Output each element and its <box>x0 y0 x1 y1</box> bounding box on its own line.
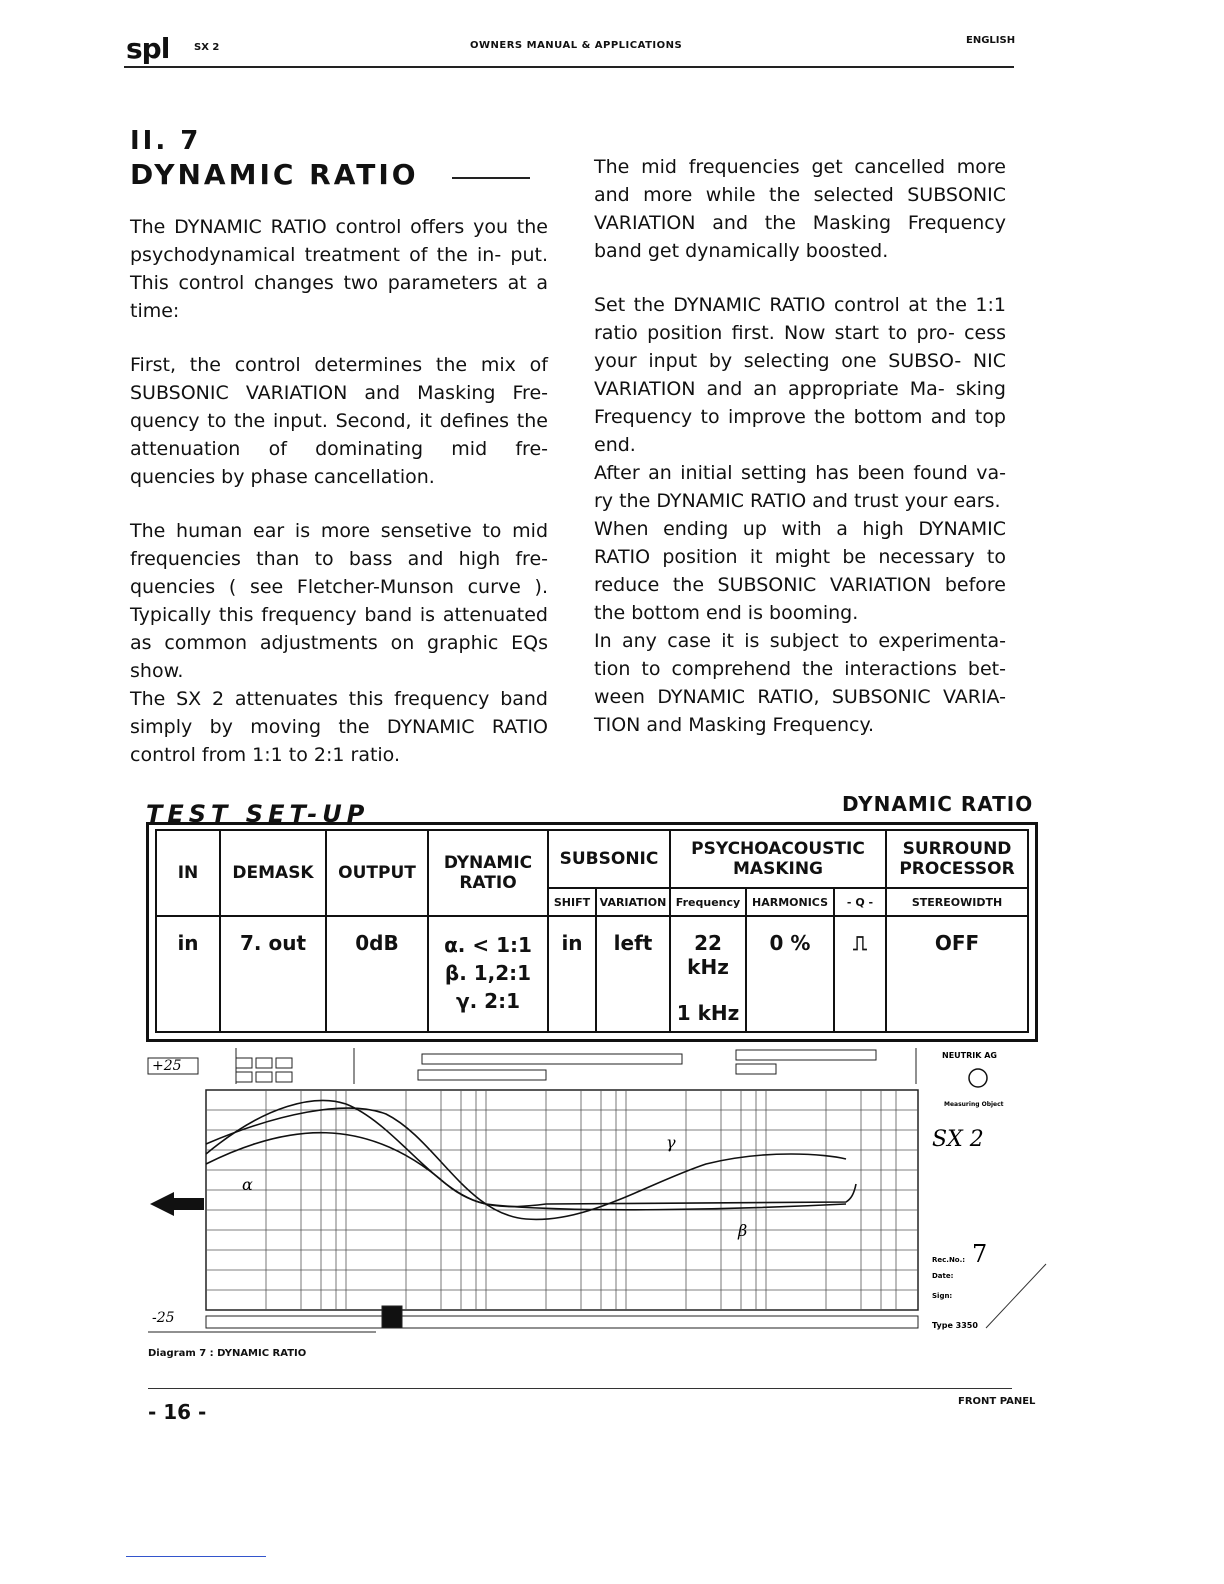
right-paragraph-2: Set the DYNAMIC RATIO control at the 1:1 ratio position first. Now start to pro- cess your input by selecting one SUBSO- NIC VARIATION and an appropriate Ma- sking Frequency to improve the bottom and top end. <box>594 294 1006 456</box>
measuring-object-label: Measuring Object <box>944 1101 1004 1108</box>
header-model: SX 2 <box>194 42 220 53</box>
frequency-1: 22 kHz <box>687 931 729 979</box>
brand-label: NEUTRIK AG <box>942 1051 997 1060</box>
rec-no: 7 <box>972 1240 988 1268</box>
control-strip <box>148 1048 916 1084</box>
q-bandpass-icon: ⎍ <box>834 916 886 1032</box>
right-paragraph-1: The mid frequencies get cancelled more and more while the selected SUBSONIC VARIATION and the Masking Frequency band get dynamically boosted. <box>594 156 1006 262</box>
page-number: - 16 - <box>148 1400 207 1424</box>
frequency-2: 1 kHz <box>676 1001 740 1025</box>
curve-label-alpha: α <box>242 1175 253 1194</box>
col-surround-processor: SURROUND PROCESSOR <box>886 830 1028 888</box>
left-paragraph-1: The DYNAMIC RATIO control offers you the psychodynamical treatment of the in- put. This control changes two parameters at a time: <box>130 216 548 322</box>
val-variation: left <box>596 916 670 1032</box>
ratio-alpha: α. < 1:1 <box>444 933 532 957</box>
range-top: +25 <box>152 1058 182 1074</box>
right-column <box>594 153 1006 739</box>
col-psychoacoustic-masking: PSYCHOACOUSTIC MASKING <box>670 830 886 888</box>
col-harmonics: HARMONICS <box>746 888 834 916</box>
left-paragraph-2: First, the control determines the mix of SUBSONIC VARIATION and Masking Fre- quency to the input. Second, it defines the attenuation of dominating mid fre- quencies by phase cancellation. <box>130 354 548 488</box>
measuring-object: SX 2 <box>932 1127 984 1152</box>
curve-alpha <box>206 1101 846 1210</box>
val-harmonics: 0 % <box>746 916 834 1032</box>
val-dynamic-ratio <box>428 916 548 1032</box>
plot-grid <box>206 1090 918 1310</box>
col-dynamic-ratio: DYNAMIC RATIO <box>428 830 548 916</box>
ratio-gamma: γ. 2:1 <box>455 989 520 1013</box>
ratio-beta: β. 1,2:1 <box>444 961 532 985</box>
val-frequency <box>670 916 746 1032</box>
col-q: - Q - <box>834 888 886 916</box>
spl-logo: spl <box>126 32 170 65</box>
col-subsonic: SUBSONIC <box>548 830 670 888</box>
test-setup-table <box>146 822 1038 1042</box>
section-number: II. 7 <box>130 126 202 156</box>
col-stereowidth: STEREOWIDTH <box>886 888 1028 916</box>
bottom-link-line <box>126 1556 266 1557</box>
section-title: DYNAMIC RATIO <box>130 158 419 191</box>
col-demask: DEMASK <box>220 830 326 916</box>
left-column <box>130 213 548 795</box>
curve-label-gamma: γ <box>666 1133 676 1152</box>
rec-no-label: Rec.No.: <box>932 1256 966 1264</box>
type-label: Type 3350 <box>932 1321 978 1330</box>
col-frequency: Frequency <box>670 888 746 916</box>
diagram-caption: Diagram 7 : DYNAMIC RATIO <box>148 1348 307 1359</box>
col-output: OUTPUT <box>326 830 428 916</box>
test-setup-heading: DYNAMIC RATIO <box>842 792 1034 816</box>
val-stereowidth: OFF <box>886 916 1028 1032</box>
section-title-rule <box>452 177 530 179</box>
col-shift: SHIFT <box>548 888 596 916</box>
val-demask: 7. out <box>220 916 326 1032</box>
header-title: OWNERS MANUAL & APPLICATIONS <box>470 40 683 51</box>
sign-label: Sign: <box>932 1292 953 1300</box>
footer-section: FRONT PANEL <box>958 1396 1036 1407</box>
right-paragraph-5: In any case it is subject to experimenta- tion to comprehend the interactions bet- ween DYNAMIC RATIO, SUBSONIC VARIA- TION and Masking Frequency. <box>594 630 1006 736</box>
val-output: 0dB <box>326 916 428 1032</box>
val-shift: in <box>548 916 596 1032</box>
curve-label-beta: β <box>738 1221 748 1240</box>
measurement-diagram <box>146 1044 1074 1344</box>
col-variation: VARIATION <box>596 888 670 916</box>
level-arrow-icon <box>150 1192 204 1216</box>
brand-logo-icon <box>969 1069 987 1087</box>
range-bottom: -25 <box>152 1310 175 1326</box>
right-paragraph-3: After an initial setting has been found va- ry the DYNAMIC RATIO and trust your ears. <box>594 462 1006 512</box>
val-in: in <box>156 916 220 1032</box>
header-language: ENGLISH <box>966 35 1016 46</box>
left-paragraph-4: The SX 2 attenuates this frequency band simply by moving the DYNAMIC RATIO control from 1:1 to 2:1 ratio. <box>130 688 548 766</box>
signature-mark <box>986 1264 1046 1328</box>
date-label: Date: <box>932 1272 954 1280</box>
col-in: IN <box>156 830 220 916</box>
header-rule <box>124 66 1014 68</box>
footer-rule <box>148 1388 1012 1389</box>
test-setup-title: TEST SET-UP <box>146 800 370 828</box>
right-paragraph-4: When ending up with a high DYNAMIC RATIO position it might be necessary to reduce the SUBSONIC VARIATION before the bottom end is booming. <box>594 518 1006 624</box>
left-paragraph-3: The human ear is more sensetive to mid frequencies than to bass and high fre- quencies ( see Fletcher-Munson curve ). Typically this frequency band is attenuated as common adjustments on graphic EQs show. <box>130 520 548 682</box>
